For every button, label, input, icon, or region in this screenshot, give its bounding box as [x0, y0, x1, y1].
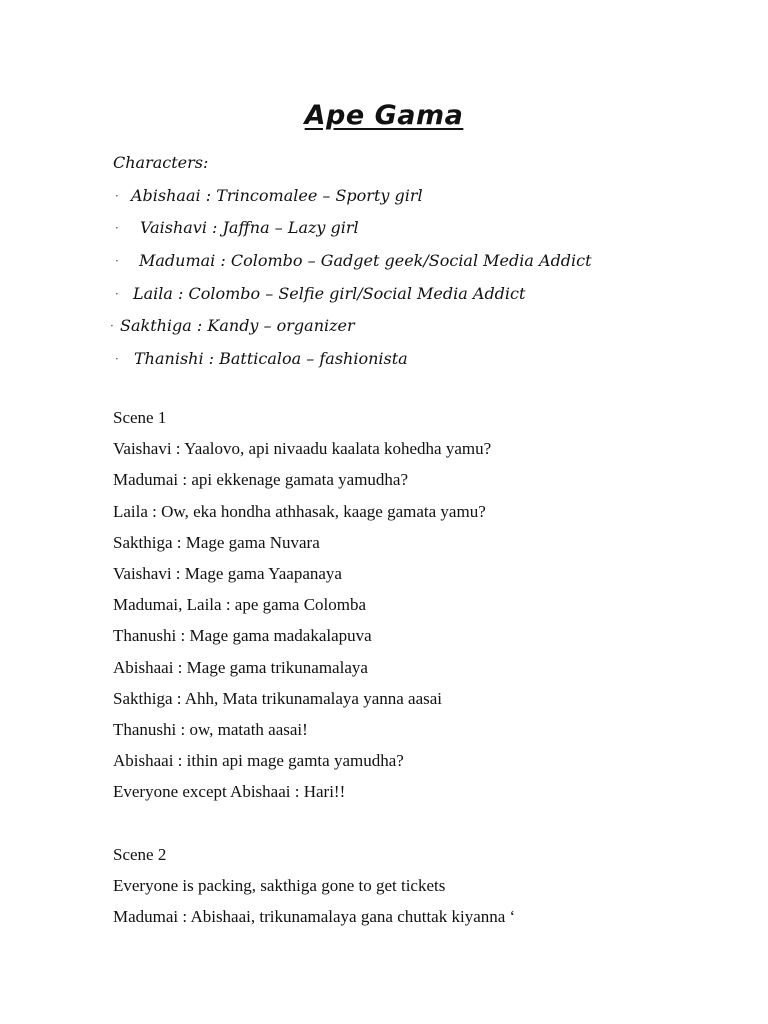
bullet-icon: ·: [115, 352, 119, 367]
character-text: Abishaai : Trincomalee – Sporty girl: [131, 185, 423, 205]
dialogue-line: Everyone except Abishaai : Hari!!: [113, 782, 346, 802]
scene-heading: Scene 1: [113, 408, 167, 427]
dialogue-line: Madumai, Laila : ape gama Colomba: [113, 595, 367, 615]
dialogue-line: Sakthiga : Mage gama Nuvara: [113, 532, 320, 552]
dialogue-line: Vaishavi : Mage gama Yaapanaya: [113, 563, 342, 583]
character-text: Sakthiga : Kandy – organizer: [120, 316, 355, 336]
dialogue-line: Thanushi : ow, matath aasai!: [113, 719, 308, 739]
bullet-icon: ·: [115, 188, 119, 203]
bullet-icon: ·: [115, 254, 119, 269]
character-text: Laila : Colombo – Selfie girl/Social Media Addict: [133, 283, 526, 303]
scene-spacer: [113, 807, 515, 838]
scene-heading: Scene 2: [113, 844, 167, 864]
dialogue-line: Madumai : api ekkenage gamata yamudha?: [113, 470, 409, 490]
dialogue-line: Abishaai : ithin api mage gamta yamudha?: [113, 751, 404, 771]
bullet-icon: ·: [115, 286, 119, 301]
dialogue-line: Everyone is packing, sakthiga gone to get tickets: [113, 875, 446, 895]
character-text: Vaishavi : Jaffna – Lazy girl: [140, 218, 359, 238]
bullet-icon: ·: [115, 221, 119, 236]
dialogue-line: Vaishavi : Yaalovo, api nivaadu kaalata kohedha yamu?: [113, 439, 492, 459]
character-text: Thanishi : Batticaloa – fashionista: [134, 349, 408, 369]
dialogue-line: Madumai : Abishaai, trikunamalaya gana chuttak kiyanna ‘: [113, 907, 516, 926]
bullet-icon: ·: [110, 319, 114, 334]
document-title: Ape Gama: [304, 100, 464, 131]
dialogue-line: Thanushi : Mage gama madakalapuva: [113, 626, 372, 646]
dialogue-line: Sakthiga : Ahh, Mata trikunamalaya yanna aasai: [113, 688, 443, 708]
dialogue-line: Abishaai : Mage gama trikunamalaya: [113, 657, 368, 677]
character-text: Madumai : Colombo – Gadget geek/Social Media Addict: [139, 251, 592, 271]
script-body: [113, 402, 515, 932]
dialogue-line: Laila : Ow, eka hondha athhasak, kaage gamata yamu?: [113, 501, 486, 521]
characters-heading-text: Characters:: [113, 153, 209, 172]
